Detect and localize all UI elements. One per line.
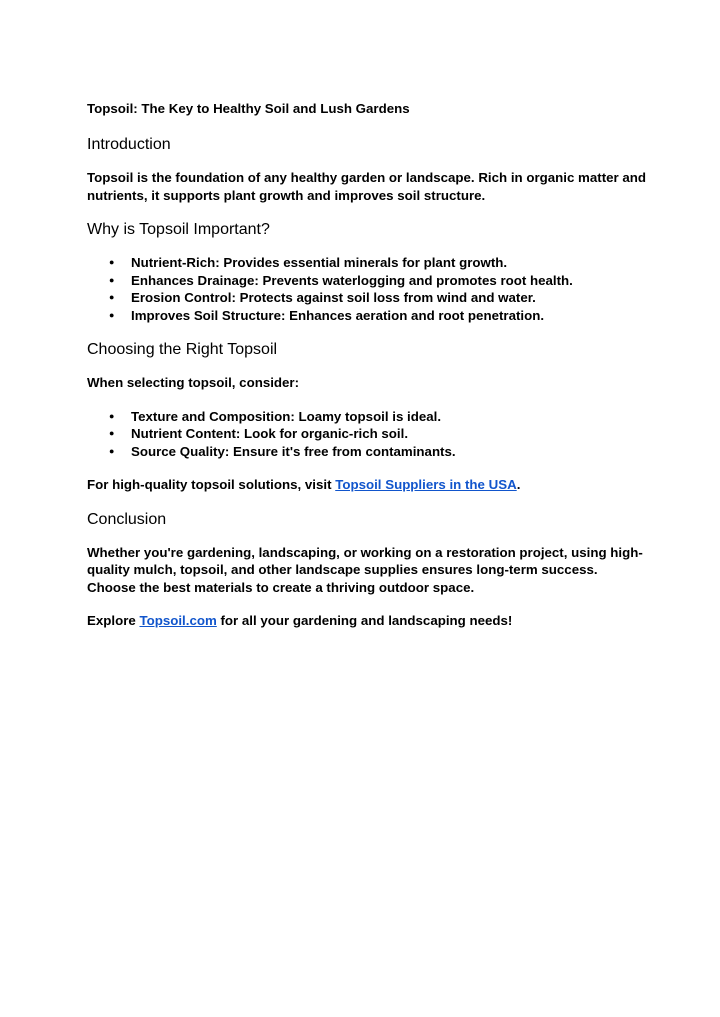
topsoil-com-link[interactable]: Topsoil.com [139, 613, 217, 628]
bullet-icon: ● [109, 309, 115, 320]
document-page [87, 99, 647, 646]
suppliers-link[interactable]: Topsoil Suppliers in the USA [335, 477, 517, 492]
conclusion-body: Whether you're gardening, landscaping, or working on a restoration project, using high-quality mulch, topsoil, and other landscape supplies ensures long-term success. Choose the best materials to create a thriving outdoor space. [87, 544, 643, 595]
explore-suffix: for all your gardening and landscaping needs! [216, 613, 513, 628]
list-item-text: Nutrient Content: Look for organic-rich soil. [131, 426, 409, 441]
list-item-text: Enhances Drainage: Prevents waterlogging and promotes root health. [131, 272, 573, 288]
list-item [87, 289, 647, 307]
list-item-text: Erosion Control: Protects against soil loss from wind and water. [131, 290, 536, 305]
list-item [87, 272, 647, 290]
list-item [87, 307, 647, 325]
bullet-icon: ● [109, 445, 115, 456]
list-item-text: Improves Soil Structure: Enhances aeration and root penetration. [131, 307, 545, 323]
list-item [87, 443, 647, 461]
bullet-icon: ● [109, 410, 115, 421]
visit-paragraph [87, 476, 647, 494]
choosing-heading: Choosing the Right Topsoil [87, 341, 278, 358]
list-item-text: Source Quality: Ensure it's free from contaminants. [131, 443, 456, 459]
choosing-list [87, 408, 647, 461]
visit-suffix: . [516, 477, 521, 492]
importance-heading: Why is Topsoil Important? [87, 221, 270, 238]
list-item-text: Nutrient-Rich: Provides essential minerals for plant growth. [131, 255, 508, 270]
importance-list [87, 254, 647, 324]
explore-paragraph [87, 612, 647, 630]
choosing-lead: When selecting topsoil, consider: [87, 375, 300, 390]
bullet-icon: ● [109, 274, 115, 285]
list-item-text: Texture and Composition: Loamy topsoil is ideal. [131, 408, 442, 424]
bullet-icon: ● [109, 257, 115, 267]
conclusion-heading: Conclusion [87, 510, 167, 528]
introduction-body: Topsoil is the foundation of any healthy garden or landscape. Rich in organic matter and nutrients, it supports plant growth and improves soil structure. [87, 170, 647, 203]
bullet-icon: ● [109, 292, 115, 302]
explore-prefix: Explore [87, 613, 140, 628]
bullet-icon: ● [109, 428, 115, 438]
introduction-heading: Introduction [87, 136, 171, 153]
document-title: Topsoil: The Key to Healthy Soil and Lush Gardens [87, 101, 410, 116]
list-item [87, 408, 647, 426]
visit-prefix: For high-quality topsoil solutions, visit [87, 477, 336, 492]
list-item [87, 425, 647, 443]
list-item [87, 254, 647, 272]
